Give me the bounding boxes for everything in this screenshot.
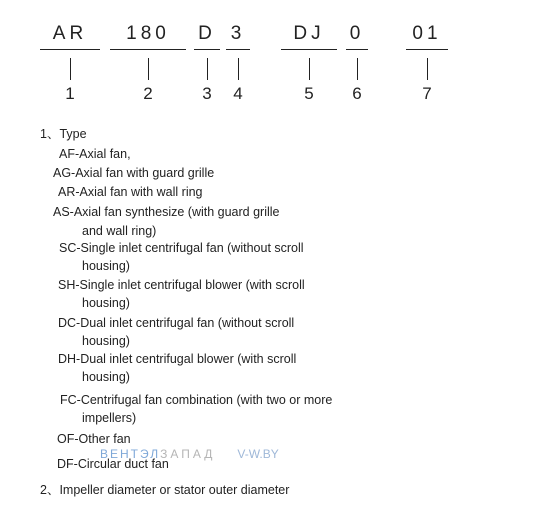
- type-item-as-cont: and wall ring): [82, 224, 157, 238]
- segment-number: 7: [422, 84, 432, 103]
- code-segment: [406, 22, 448, 104]
- segment-number: 4: [233, 84, 243, 103]
- segment-code: D: [198, 23, 216, 44]
- type-item-ar: AR-Axial fan with wall ring: [58, 185, 203, 199]
- segment-tick: [309, 58, 310, 80]
- segment-code: 0: [349, 23, 365, 44]
- segment-underline: [40, 49, 100, 50]
- type-item-sc: SC-Single inlet centrifugal fan (without scroll: [59, 241, 304, 255]
- type-item-dc-cont: housing): [82, 334, 130, 348]
- type-item-ag: AG-Axial fan with guard grille: [53, 166, 215, 180]
- segment-underline: [110, 49, 186, 50]
- segment-number: 2: [143, 84, 153, 103]
- code-segment: [346, 22, 368, 104]
- segment-underline: [194, 49, 220, 50]
- impeller-heading: 2、Impeller diameter or stator outer diameter: [40, 483, 290, 497]
- segment-tick: [238, 58, 239, 80]
- segment-number: 5: [304, 84, 314, 103]
- watermark-brand: ВЕНТЭЛ: [100, 447, 161, 461]
- type-item-as: AS-Axial fan synthesize (with guard grille: [53, 205, 280, 219]
- code-segment: [40, 22, 100, 104]
- watermark-brand-2: ЗАПАД: [160, 447, 216, 461]
- code-segment: [226, 22, 250, 104]
- segment-underline: [346, 49, 368, 50]
- segment-tick: [357, 58, 358, 80]
- type-item-fc: FC-Centrifugal fan combination (with two or more: [60, 393, 333, 407]
- segment-number: 1: [65, 84, 75, 103]
- type-item-fc-cont: impellers): [82, 411, 137, 425]
- segment-code: 01: [412, 23, 442, 44]
- type-item-af: AF-Axial fan,: [59, 147, 131, 161]
- segment-underline: [281, 49, 337, 50]
- type-item-sh-cont: housing): [82, 296, 130, 310]
- type-item-df: DF-Circular duct fan: [57, 457, 169, 471]
- type-item-of: OF-Other fan: [57, 432, 131, 446]
- segment-code: 180: [126, 23, 170, 44]
- type-item-sh: SH-Single inlet centrifugal blower (with scroll: [58, 278, 305, 292]
- type-heading: 1、Type: [40, 127, 87, 141]
- segment-code: DJ: [293, 23, 325, 44]
- code-segment: [194, 22, 220, 104]
- segment-number: 3: [202, 84, 212, 103]
- segment-tick: [207, 58, 208, 80]
- watermark-url: V-W.BY: [237, 447, 279, 461]
- type-item-dc: DC-Dual inlet centrifugal fan (without scroll: [58, 316, 295, 330]
- segment-code: AR: [52, 23, 88, 44]
- segment-tick: [148, 58, 149, 80]
- type-item-dh: DH-Dual inlet centrifugal blower (with scroll: [58, 352, 297, 366]
- type-item-dh-cont: housing): [82, 370, 130, 384]
- segment-number: 6: [352, 84, 362, 103]
- type-item-sc-cont: housing): [82, 259, 130, 273]
- watermark: [100, 447, 279, 461]
- code-segment: [281, 22, 337, 104]
- segment-tick: [70, 58, 71, 80]
- segment-code: 3: [230, 23, 246, 44]
- code-segment: [110, 22, 186, 104]
- segment-underline: [406, 49, 448, 50]
- segment-tick: [427, 58, 428, 80]
- segment-underline: [226, 49, 250, 50]
